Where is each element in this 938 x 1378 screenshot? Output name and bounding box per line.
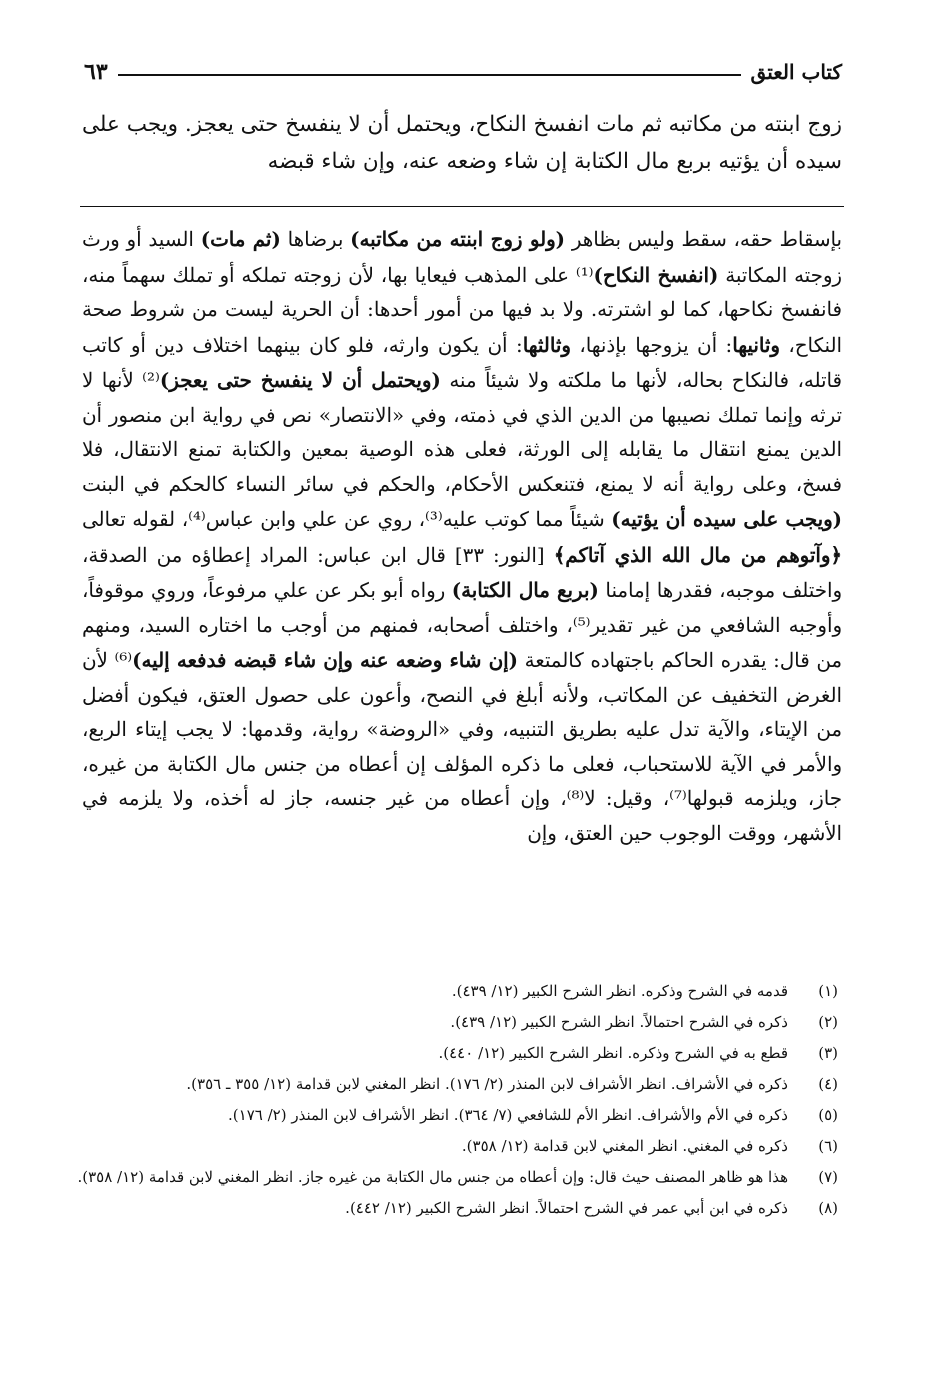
footnote-number: (٨) <box>818 1199 838 1217</box>
commentary-quoted-text: وثانيها <box>732 332 780 357</box>
commentary-segment: ⁽¹⁾ على المذهب فيعايا بها، لأن زوجته تملكه أو تملك سهماً منه، فانفسخ نكاحها، كما لو اشترته. ولا بد فيها من أمور أحدها: أن الحرية ليست من شروط صحة النكاح، <box>82 263 843 357</box>
footnote-number: (٥) <box>818 1106 838 1124</box>
footnote-number: (٧) <box>818 1168 838 1186</box>
commentary-quoted-text: (إن شاء وضعه عنه وإن شاء قبضه فدفعه إليه) <box>132 648 519 672</box>
footnote-text: ذكره في الأشراف. انظر الأشراف لابن المنذر (٢/ ١٧٦). انظر المغني لابن قدامة (١٢/ ٣٥٥ ـ ٣٥٦). <box>186 1075 788 1093</box>
commentary-segment: : أن يزوجها بإذنها، <box>570 333 733 357</box>
commentary-segment: [النور: ٣٣] قال ابن عباس: المراد إعطاؤه من الصدقة، واختلف موجبه، فقدرها إمامنا <box>82 543 842 602</box>
footnotes <box>66 978 838 1226</box>
footnote-text: قدمه في الشرح وذكره. انظر الشرح الكبير (١٢/ ٤٣٩). <box>451 982 788 1000</box>
footnote <box>66 978 838 1005</box>
commentary-quoted-text: وثالثها <box>522 332 571 357</box>
commentary-segment: ⁽²⁾ لأنها لا ترثه وإنما تملك نصيبها من الدين الذي في ذمته، وفي «الانتصار» نص في رواية ابن منصور أن الدين يمنع انتقال ما يقابله إلى الورثة، فعلى هذه الوصية بمعين والكتابة تمنع الانتقال، فلا فسخ، وعلى رواية أنه لا يمنع، فتنعكس الأحكام، والحكم في سائر النساء كالحكم في البنت <box>82 369 842 496</box>
commentary-quoted-text: (انفسخ النكاح) <box>593 262 719 287</box>
commentary-segment: : أن يكون وارثه، فلو كان بينهما اختلاف دين أو كاتب قاتله، فالنكاح بحاله، لأنها ما ملكته ولا شيئاً منه <box>82 333 842 392</box>
footnote-text: ذكره في ابن أبي عمر في الشرح احتمالاً. انظر الشرح الكبير (١٢/ ٤٤٢). <box>345 1199 788 1217</box>
commentary-segment: برضاها <box>280 228 351 251</box>
commentary-quoted-text: (ويحتمل أن لا ينفسخ حتى يعجز) <box>159 368 441 392</box>
footnote <box>66 1102 838 1129</box>
footnote-text: ذكره في الشرح احتمالاً. انظر الشرح الكبير (١٢/ ٤٣٩). <box>450 1013 788 1031</box>
commentary-segment: السيد أو ورث زوجته المكاتبة <box>82 228 842 287</box>
matn-separator <box>80 206 844 207</box>
page-number: ٦٣ <box>84 59 108 85</box>
page-header <box>84 54 842 90</box>
commentary-text <box>82 222 842 851</box>
footnote-number: (٦) <box>818 1137 838 1155</box>
footnote <box>66 1040 838 1067</box>
footnote-number: (٢) <box>818 1013 838 1031</box>
footnote <box>66 1195 838 1222</box>
footnote <box>66 1133 838 1160</box>
commentary-segment: شيئاً مما كوتب عليه⁽³⁾، روي عن علي وابن عباس⁽⁴⁾، لقوله تعالى <box>82 508 612 531</box>
commentary-segment: رواه أبو بكر عن علي مرفوعاً، وروي موقوفاً، وأوجبه الشافعي من غير تقدير⁽⁵⁾، واختلف أصحابه، فمنهم من أوجب ما اختاره السيد، ومنهم من قال: يقدره الحاكم باجتهاده كالمتعة <box>82 579 842 672</box>
chapter-title: كتاب العتق <box>750 60 842 84</box>
footnote-text: هذا هو ظاهر المصنف حيث قال: وإن أعطاه من جنس مال الكتابة من غيره جاز. انظر المغني لابن قدامة (١٢/ ٣٥٨). <box>77 1168 788 1186</box>
footnote-number: (١) <box>818 982 838 1000</box>
commentary-quoted-text: (ولو زوج ابنته من مكاتبه) <box>350 227 566 251</box>
footnote-text: قطع به في الشرح وذكره. انظر الشرح الكبير (١٢/ ٤٤٠). <box>438 1044 788 1062</box>
commentary-segment: ⁽⁶⁾ لأن الغرض التخفيف عن المكاتب، ولأنه أبلغ في النصح، وأعون على حصول العتق، فيكون أفضل من الإيتاء، والآية تدل عليه بطريق التنبيه، وفي «الروضة» رواية، وقدمها: لا يجب إيتاء الربع، والأمر في الآية للاستحباب، فعلى ما ذكره المؤلف إن أعطاه من جنس مال الكتابة من غيره، جاز، ويلزمه قبولها⁽⁷⁾، وقيل: لا⁽⁸⁾، وإن أعطاه من غير جنسه، جاز له أخذه، ولا يلزمه في الأشهر، ووقت الوجوب حين العتق، وإن <box>82 649 842 845</box>
footnote-number: (٤) <box>818 1075 838 1093</box>
footnote <box>66 1071 838 1098</box>
commentary-quoted-text: (بربع مال الكتابة) <box>451 578 599 602</box>
commentary-quoted-text: (ويجب على سيده أن يؤتيه) <box>611 507 843 531</box>
commentary-quoted-text: ﴿وآتوهم من مال الله الذي آتاكم﴾ <box>553 542 842 567</box>
commentary-quoted-text: (ثم مات) <box>200 227 281 251</box>
footnote-number: (٣) <box>818 1044 838 1062</box>
footnote-text: ذكره في الأم والأشراف. انظر الأم للشافعي (٧/ ٣٦٤). انظر الأشراف لابن المنذر (٢/ ١٧٦). <box>228 1106 788 1124</box>
footnote <box>66 1009 838 1036</box>
commentary-segment: بإسقاط حقه، سقط وليس بظاهر <box>565 228 842 251</box>
footnote-text: ذكره في المغني. انظر المغني لابن قدامة (١٢/ ٣٥٨). <box>461 1137 788 1155</box>
footnote <box>66 1164 838 1191</box>
matn-text: زوج ابنته من مكاتبه ثم مات انفسخ النكاح، ويحتمل أن لا ينفسخ حتى يعجز. ويجب على سيده أن يؤتيه بربع مال الكتابة إن شاء وضعه عنه، وإن شاء قبضه <box>82 112 842 174</box>
header-rule <box>118 74 741 76</box>
